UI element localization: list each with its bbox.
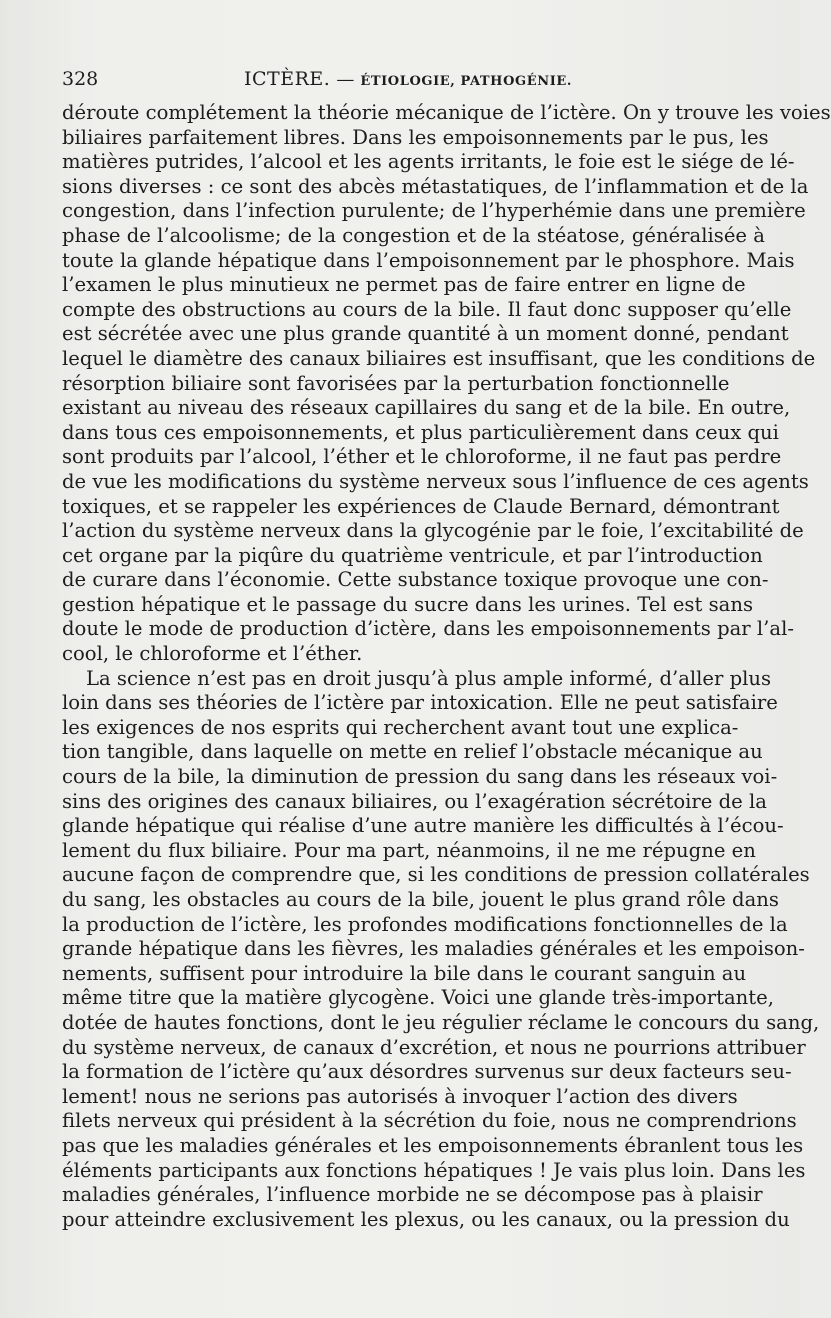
text-line: La science n’est pas en droit jusqu’à plus ample informé, d’aller plus	[86, 666, 772, 690]
text-line: tion tangible, dans laquelle on mette en relief l’obstacle mécanique au	[62, 740, 763, 764]
text-line: résorption biliaire sont favorisées par la perturbation fonctionnelle	[62, 371, 730, 395]
chapter-subtitle: ÉTIOLOGIE, PATHOGÉNIE.	[360, 74, 573, 89]
text-line: glande hépatique qui réalise d’une autre manière les difficultés à l’écou-	[62, 814, 784, 838]
text-line: du sang, les obstacles au cours de la bile, jouent le plus grand rôle dans	[62, 888, 779, 911]
text-line: nements, suffisent pour introduire la bile dans le courant sanguin au	[62, 961, 747, 985]
text-line: matières putrides, l’alcool et les agents irritants, le foie est le siége de lé-	[62, 150, 795, 174]
text-line: congestion, dans l’infection purulente; de l’hyperhémie dans une première	[62, 199, 806, 223]
text-line: du système nerveux, de canaux d’excrétion, et nous ne pourrions attribuer	[62, 1035, 806, 1059]
text-line: la formation de l’ictère qu’aux désordres survenus sur deux facteurs seu-	[62, 1060, 792, 1084]
text-line: éléments participants aux fonctions hépatiques ! Je vais plus loin. Dans les	[62, 1158, 806, 1182]
text-line: déroute complétement la théorie mécanique de l’ictère. On y trouve les voies	[62, 101, 831, 124]
text-line: sions diverses : ce sont des abcès métastatiques, de l’inflammation et de la	[62, 174, 809, 198]
text-line: sins des origines des canaux biliaires, ou l’exagération sécrétoire de la	[62, 789, 767, 813]
text-line: même titre que la matière glycogène. Voici une glande très-importante,	[62, 986, 774, 1010]
text-line: compte des obstructions au cours de la bile. Il faut donc supposer qu’elle	[62, 297, 792, 321]
text-line: l’examen le plus minutieux ne permet pas de faire entrer en ligne de	[62, 273, 746, 297]
page-header	[62, 66, 728, 100]
paragraph	[62, 666, 820, 1233]
text-line: aucune façon de comprendre que, si les conditions de pression collatérales	[62, 863, 810, 887]
text-line: cours de la bile, la diminution de pression du sang dans les réseaux voi-	[62, 765, 778, 789]
text-line: dotée de hautes fonctions, dont le jeu régulier réclame le concours du sang,	[62, 1010, 820, 1034]
text-line: dans tous ces empoisonnements, et plus particulièrement dans ceux qui	[62, 420, 779, 444]
text-line: existant au niveau des réseaux capillaires du sang et de la bile. En outre,	[62, 396, 791, 420]
text-line: doute le mode de production d’ictère, dans les empoisonnements par l’al-	[62, 617, 794, 641]
text-line: cet organe par la piqûre du quatrième ventricule, et par l’introduction	[62, 543, 763, 567]
page-number: 328	[62, 68, 99, 90]
body-text	[62, 101, 831, 1232]
text-line: maladies générales, l’influence morbide ne se décompose pas à plaisir	[62, 1183, 763, 1207]
text-line: l’action du système nerveux dans la glycogénie par le foie, l’excitabilité de	[62, 519, 804, 543]
text-line: toute la glande hépatique dans l’empoisonnement par le phosphore. Mais	[62, 248, 795, 272]
text-line: la production de l’ictère, les profondes modifications fonctionnelles de la	[62, 912, 788, 936]
text-line: sont produits par l’alcool, l’éther et le chloroforme, il ne faut pas perdre	[62, 445, 782, 469]
text-line: lement! nous ne serions pas autorisés à invoquer l’action des divers	[62, 1084, 738, 1108]
text-line: de curare dans l’économie. Cette substance toxique provoque une con-	[62, 568, 769, 592]
text-line: toxiques, et se rappeler les expériences de Claude Bernard, démontrant	[62, 494, 780, 518]
text-line: lement du flux biliaire. Pour ma part, néanmoins, il ne me répugne en	[62, 838, 756, 862]
text-line: pour atteindre exclusivement les plexus, ou les canaux, ou la pression du	[62, 1207, 790, 1231]
text-line: phase de l’alcoolisme; de la congestion et de la stéatose, généralisée à	[62, 223, 765, 247]
text-line: biliaires parfaitement libres. Dans les empoisonnements par le pus, les	[62, 125, 769, 149]
text-line: est sécrétée avec une plus grande quantité à un moment donné, pendant	[62, 322, 789, 346]
text-line: cool, le chloroforme et l’éther.	[62, 642, 363, 666]
chapter-title: ICTÈRE.	[244, 68, 331, 90]
running-head	[244, 68, 572, 90]
title-dash: —	[336, 69, 355, 90]
text-line: de vue les modifications du système nerveux sous l’influence de ces agents	[62, 469, 809, 493]
text-line: pas que les maladies générales et les empoisonnements ébranlent tous les	[62, 1133, 804, 1157]
text-line: les exigences de nos esprits qui recherchent avant tout une explica-	[62, 715, 739, 739]
paragraph	[62, 101, 831, 667]
text-line: lequel le diamètre des canaux biliaires est insuffisant, que les conditions de	[62, 346, 816, 370]
text-line: gestion hépatique et le passage du sucre dans les urines. Tel est sans	[62, 592, 753, 616]
text-line: filets nerveux qui président à la sécrétion du foie, nous ne comprendrions	[62, 1109, 797, 1133]
text-line: grande hépatique dans les fièvres, les maladies générales et les empoison-	[62, 937, 805, 961]
text-line: loin dans ses théories de l’ictère par intoxication. Elle ne peut satisfaire	[62, 691, 778, 715]
